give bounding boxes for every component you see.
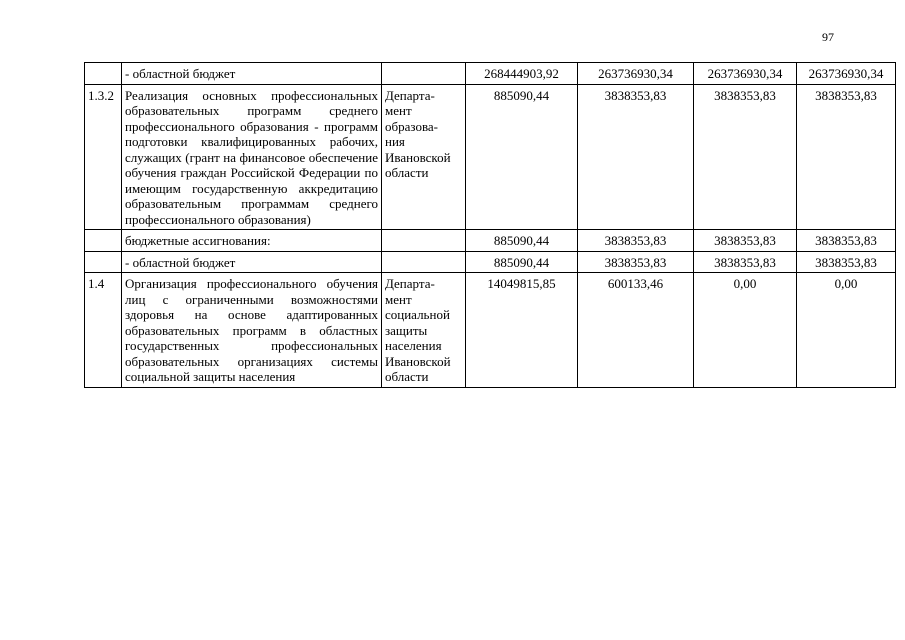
row-value-2: 3838353,83 <box>578 230 694 252</box>
row-value-3: 0,00 <box>694 273 797 388</box>
row-value-3: 3838353,83 <box>694 230 797 252</box>
table-row <box>85 273 896 388</box>
table-row <box>85 230 896 252</box>
row-code <box>85 251 122 273</box>
row-value-3: 263736930,34 <box>694 63 797 85</box>
row-description: Организация профессионального обучения лиц с ограниченными возможностями здоровья на основе адаптированных образовательных программ в областных государственных профессиональных образовательных организациях системы социальной защиты населения <box>122 273 382 388</box>
row-value-4: 3838353,83 <box>797 251 896 273</box>
row-value-2: 3838353,83 <box>578 251 694 273</box>
row-code: 1.4 <box>85 273 122 388</box>
row-value-3: 3838353,83 <box>694 84 797 230</box>
row-code: 1.3.2 <box>85 84 122 230</box>
row-value-4: 0,00 <box>797 273 896 388</box>
row-description: - областной бюджет <box>122 63 382 85</box>
row-executor <box>382 63 466 85</box>
table-row <box>85 84 896 230</box>
row-value-2: 600133,46 <box>578 273 694 388</box>
row-value-1: 268444903,92 <box>466 63 578 85</box>
row-executor: Департа- мент образова- ния Ивановской области <box>382 84 466 230</box>
row-value-4: 3838353,83 <box>797 230 896 252</box>
row-value-4: 3838353,83 <box>797 84 896 230</box>
page-number: 97 <box>822 30 834 44</box>
row-description: - областной бюджет <box>122 251 382 273</box>
row-value-2: 3838353,83 <box>578 84 694 230</box>
table-row <box>85 251 896 273</box>
row-executor <box>382 251 466 273</box>
row-value-4: 263736930,34 <box>797 63 896 85</box>
row-executor: Департа- мент социальной защиты населения Ивановской области <box>382 273 466 388</box>
row-description: бюджетные ассигнования: <box>122 230 382 252</box>
row-executor <box>382 230 466 252</box>
row-code <box>85 63 122 85</box>
row-value-1: 14049815,85 <box>466 273 578 388</box>
row-value-1: 885090,44 <box>466 251 578 273</box>
row-value-1: 885090,44 <box>466 84 578 230</box>
row-description: Реализация основных профессиональных образовательных программ среднего профессионального образования - программ подготовки квалифицированных рабочих, служащих (грант на финансовое обеспечение обучения граждан Российской Федерации по имеющим государственную аккредитацию образовательным программам среднего профессионального образования) <box>122 84 382 230</box>
row-value-2: 263736930,34 <box>578 63 694 85</box>
table-row <box>85 63 896 85</box>
budget-table <box>84 62 896 388</box>
row-code <box>85 230 122 252</box>
row-value-1: 885090,44 <box>466 230 578 252</box>
row-value-3: 3838353,83 <box>694 251 797 273</box>
